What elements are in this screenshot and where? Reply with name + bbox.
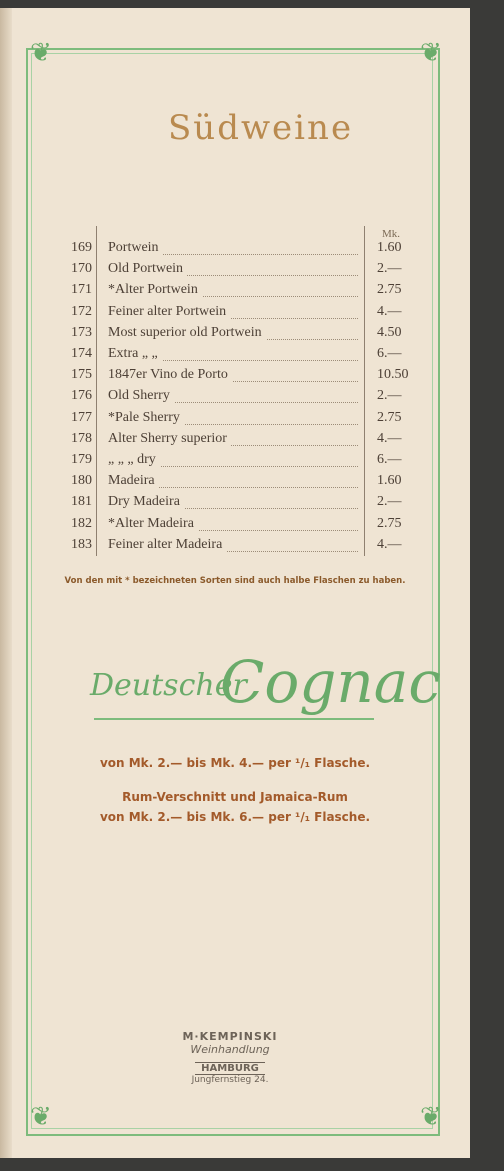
- wine-row: [60, 282, 420, 302]
- vine-ornament-icon: ❦: [30, 38, 52, 67]
- wine-name-text: Old Portwein: [108, 261, 187, 276]
- cognac-heading-word-1: Deutscher: [90, 668, 247, 703]
- wine-price: 4.—: [377, 536, 402, 552]
- wine-row: [60, 452, 420, 472]
- cognac-underline: [94, 718, 374, 720]
- wine-price: 4.—: [377, 303, 402, 319]
- logo-subtitle: Weinhandlung: [190, 1043, 270, 1056]
- wine-name: [108, 367, 232, 383]
- half-bottle-note: Von den mit * bezeichneten Sorten sind auch halbe Flaschen zu haben.: [64, 576, 406, 586]
- price-header: Mk.: [382, 228, 401, 240]
- wine-price: 2.75: [377, 515, 402, 531]
- wine-price: 6.—: [377, 346, 402, 361]
- wine-price: 2.75: [377, 282, 402, 298]
- wine-name-text: Most superior old Portwein: [108, 325, 266, 340]
- wine-name-text: Portwein: [108, 240, 163, 255]
- wine-name-text: *Pale Sherry: [108, 410, 184, 425]
- cognac-heading: [90, 648, 441, 748]
- wine-name: [108, 240, 163, 256]
- wine-price: 6.—: [377, 452, 402, 467]
- wine-number: 181: [71, 494, 92, 510]
- wine-name-text: Alter Sherry superior: [108, 431, 231, 446]
- cognac-offer: von Mk. 2.— bis Mk. 4.— per ¹/₁ Flasche.: [99, 756, 371, 770]
- wine-name-text: Old Sherry: [108, 388, 174, 403]
- wine-name: [108, 304, 230, 320]
- wine-name-text: Madeira: [108, 473, 159, 488]
- wine-price: 4.50: [377, 324, 402, 340]
- wine-price: 4.—: [377, 430, 402, 446]
- wine-row: [60, 261, 420, 281]
- vine-ornament-icon: ❦: [30, 1102, 52, 1131]
- wine-name: [108, 516, 198, 532]
- wine-name: [108, 325, 266, 341]
- wine-row: [60, 367, 420, 387]
- wine-name: [108, 473, 159, 489]
- decorative-border-inner: [31, 53, 433, 1129]
- wine-row: [60, 388, 420, 408]
- wine-number: 175: [71, 367, 92, 383]
- wine-row: [60, 410, 420, 430]
- wine-name: [108, 452, 160, 468]
- wine-row: [60, 304, 420, 324]
- wine-name-text: *Alter Madeira: [108, 516, 198, 531]
- wine-number: 178: [71, 430, 92, 446]
- wine-name-text: Feiner alter Portwein: [108, 304, 230, 319]
- wine-number: 174: [71, 346, 92, 361]
- rum-title: Rum-Verschnitt und Jamaica-Rum: [122, 790, 348, 804]
- wine-price: 10.50: [377, 367, 409, 383]
- wine-price: 1.60: [377, 473, 402, 489]
- wine-number: 183: [71, 536, 92, 552]
- wine-name: [108, 388, 174, 404]
- menu-page: [0, 8, 470, 1158]
- page-spine: [0, 8, 12, 1158]
- wine-number: 173: [71, 324, 92, 340]
- wine-row: [60, 325, 420, 345]
- wine-number: 170: [71, 261, 92, 277]
- vine-ornament-icon: ❦: [420, 38, 442, 67]
- wine-number: 169: [71, 240, 92, 255]
- wine-name-text: 1847er Vino de Porto: [108, 367, 232, 382]
- wine-name-text: Feiner alter Madeira: [108, 537, 226, 552]
- wine-row: [60, 431, 420, 451]
- vine-ornament-icon: ❦: [420, 1102, 442, 1131]
- wine-price: 2.—: [377, 261, 402, 277]
- wine-name: [108, 410, 184, 426]
- rum-offer: von Mk. 2.— bis Mk. 6.— per ¹/₁ Flasche.: [99, 810, 371, 824]
- wine-name: [108, 282, 202, 298]
- page-title: [110, 92, 370, 182]
- logo-address: Jungfernstieg 24.: [191, 1075, 269, 1085]
- wine-row: [60, 473, 420, 493]
- wine-name: [108, 261, 187, 277]
- wine-name: [108, 346, 162, 362]
- wine-name-text: Dry Madeira: [108, 494, 184, 509]
- wine-name-text: Extra „ „: [108, 346, 162, 361]
- logo-city: HAMBURG: [195, 1062, 265, 1075]
- logo-name: M·KEMPINSKI: [182, 1030, 278, 1043]
- kempinski-logo: [170, 1030, 290, 1085]
- wine-price: 2.—: [377, 388, 402, 404]
- wine-number: 176: [71, 388, 92, 404]
- wine-name: [108, 431, 231, 447]
- wine-row: [60, 346, 420, 366]
- wine-name-text: *Alter Portwein: [108, 282, 202, 297]
- wine-name-text: „ „ „ dry: [108, 452, 160, 467]
- wine-price: 2.75: [377, 409, 402, 425]
- wine-number: 172: [71, 303, 92, 319]
- wine-row: [60, 516, 420, 536]
- wine-row: [60, 537, 420, 557]
- wine-name: [108, 494, 184, 510]
- title-text: Südweine: [168, 108, 354, 148]
- wine-price: 1.60: [377, 240, 402, 255]
- cognac-heading-word-2: Cognac: [220, 648, 441, 716]
- wine-number: 182: [71, 515, 92, 531]
- wine-number: 177: [71, 409, 92, 425]
- wine-row: [60, 494, 420, 514]
- wine-number: 180: [71, 473, 92, 489]
- wine-name: [108, 537, 226, 553]
- wine-number: 179: [71, 452, 92, 467]
- wine-row: [60, 240, 420, 260]
- wine-price: 2.—: [377, 494, 402, 510]
- wine-number: 171: [71, 282, 92, 298]
